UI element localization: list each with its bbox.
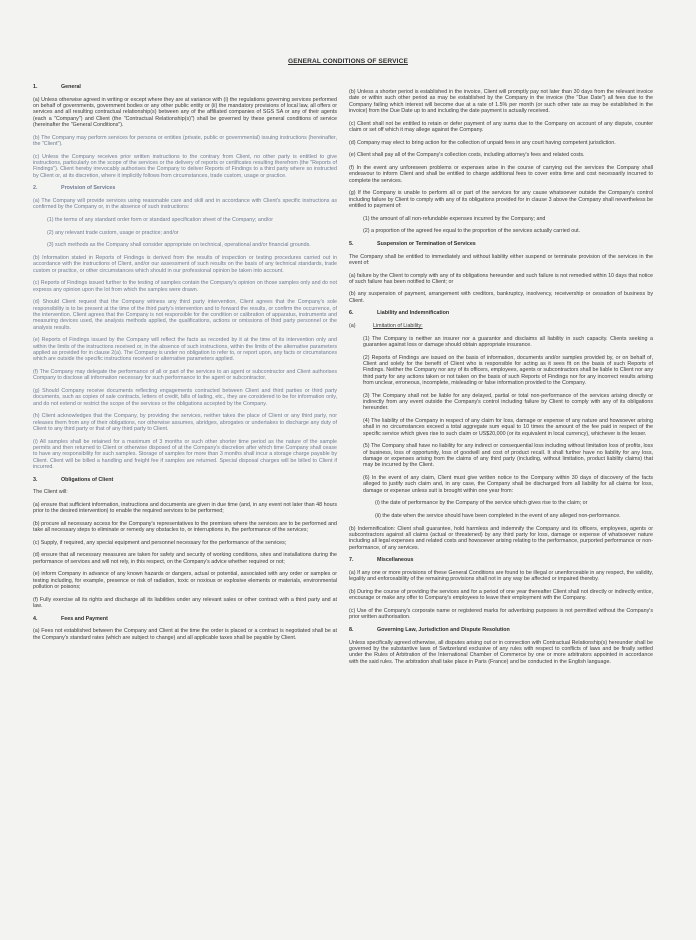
section-heading [349,627,653,633]
clause-paragraph: (b) Information stated in Reports of Findings is derived from the results of inspection or testing procedures carried out in accordance with the instructions of Client, and/or our assessment of such results on the basis of any technical standards, trade custom or practice, or other circumstances which should in our professional opinion be taken into account. [33,254,337,274]
left-column [33,84,337,647]
clause-paragraph: (1) the terms of any standard order form or standard specification sheet of the Company; and/or [47,216,274,223]
section-number: 2. [33,185,38,192]
clause-paragraph: Unless specifically agreed otherwise, all disputes arising out or in connection with Contractual Relationship(s) hereunder shall be governed by the substantive laws of Switzerland exclusive of any rules with respect to conflicts of laws and be finally settled under the Rules of Arbitration of the International Chamber of Commerce by one or more arbitrators appointed in accordance with the said rules. The arbitration shall take place in Paris (France) and be conducted in the English language. [349,639,653,665]
clause-paragraph: (d) ensure that all necessary measures are taken for safety and security of working conditions, sites and installations during the performance of services and will not rely, in this respect, on the Company's advice whether required or not; [33,552,337,565]
clause-paragraph: (1) The Company is neither an insurer nor a guarantor and disclaims all liability in such capacity. Clients seeking a guarantee against loss or damage should obtain appropriate insurance. [363,335,653,349]
section-title: Miscellaneous [377,557,414,564]
clause-paragraph: (i) the date of performance by the Company of the service which gives rise to the claim; or [375,500,588,507]
clause-paragraph: (c) Use of the Company's corporate name or registered marks for advertising purposes is not permitted without the Company's prior written authorisation. [349,607,653,621]
section-title: Suspension or Termination of Services [377,240,476,247]
clause-paragraph: The Client will: [33,489,68,496]
clause-paragraph: (a) failure by the Client to comply with any of its obligations hereunder and such failure is not remedied within 10 days that notice of such failure has been notified to Client; or [349,272,653,285]
clause-paragraph: (h) Client acknowledges that the Company, by providing the services, neither takes the place of Client or any third party, nor releases them from any of their obligations, nor otherwise assumes, abridges, abrogates or undertakes to discharge any duty of Client to any third party or that of any third party to Client. [33,413,337,432]
section-heading [349,557,653,563]
clause-paragraph: (a) ensure that sufficient information, instructions and documents are given in due time (and, in any event not later than 48 hours prior to the desired intervention) to enable the required services to be performed; [33,501,337,515]
clause-paragraph: (a) If any one or more provisions of these General Conditions are found to be illegal or unenforceable in any respect, the validity, legality and enforceability of the remaining provisions shall not in any way be affected or impaired thereby. [349,570,653,583]
clause-paragraph: (ii) the date when the service should have been completed in the event of any alleged non-performance. [375,513,621,520]
section-title: Obligations of Client [61,476,114,483]
clause-paragraph: (a) The Company will provide services using reasonable care and skill and in accordance with Client's specific instructions as confirmed by the Company or, in the absence of such instructions: [33,197,337,211]
clause-paragraph: (2) a proportion of the agreed fee equal to the proportion of the services actually carried out. [363,228,581,235]
clause-paragraph: (4) The liability of the Company in respect of any claim for loss, damage or expense of any nature and howsoever arising shall in no circumstances exceed a total aggregate sum equal to 10 times the amount of the fee paid in respect of the specific service which gives rise to such claim or US$20,000 (or its equivalent in local currency), whichever is the lesser. [363,418,653,437]
clause-paragraph: (f) The Company may delegate the performance of all or part of the services to an agent or subcontractor and Client authorises Company to disclose all information necessary for such performance to the agent or subcontractor. [33,368,337,382]
section-heading [33,185,337,191]
section-number: 4. [33,615,38,622]
section-title: Liability and Indemnification [377,310,450,317]
section-title: Fees and Payment [61,615,108,622]
section-title: Governing Law, Jurisdiction and Dispute Resolution [377,626,510,633]
clause-paragraph: (d) Should Client request that the Company witness any third party intervention, Client agrees that the Company's sole responsibility is to be present at the time of the third party's intervention and to forward the results, or confirm the occurrence, of the intervention. Client agrees that the Company is not responsible for the condition or calibration of apparatus, instruments and measuring devices used, the analysis methods applied, the qualifications, actions or omissions of third party personnel or the analysis results. [33,299,337,331]
clause-paragraph: (1) the amount of all non-refundable expenses incurred by the Company; and [363,215,546,222]
clause-paragraph: (b) procure all necessary access for the Company's representatives to the premises where the services are to be performed and take all necessary steps to eliminate or remedy any obstacles to, or interruptions in, the performance of the services; [33,520,337,534]
clause-paragraph: (5) The Company shall have no liability for any indirect or consequential loss including without limitation loss of profits, loss of business, loss of opportunity, loss of goodwill and cost of product recall. It shall further have no liability for any loss, damage or expenses arising from the claims of any third party (including, without limitation, product liability claims) that may be incurred by the Client. [363,443,653,469]
section-number: 5. [349,240,354,247]
clause-paragraph: (a) Unless otherwise agreed in writing or except where they are at variance with (i) the regulations governing services performed on behalf of governments, government bodies or any other public entity or (ii) the mandatory provisions of local law, all offers or services and all resulting contractual relationship(s) between any of the affiliated companies of SGS SA or any of their agents (each a "Company") and Client (the "Contractual Relationship(s)") shall be governed by these general conditions of service (hereinafter the "General Conditions"). [33,96,337,129]
section-number: 8. [349,626,354,633]
clause-paragraph: (d) Company may elect to bring action for the collection of unpaid fees in any court having competent jurisdiction. [349,139,616,146]
subsection-title: Limitation of Liability: [373,323,423,330]
section-number: 7. [349,557,354,564]
section-heading [33,616,337,622]
clause-paragraph: (2) Reports of Findings are issued on the basis of information, documents and/or samples provided by, or on behalf of, Client and solely for the benefit of Client who is responsible for acting as it sees fit on the basis of such Reports of Findings. Neither the Company nor any of its officers, employees, agents or subcontractors shall be liable to Client nor any third party for any actions taken or not taken on the basis of such Reports of Findings nor for any incorrect results arising from unclear, erroneous, incomplete, misleading or false information provided to the Company. [363,354,653,387]
section-heading [349,241,653,247]
clause-paragraph: (e) Client shall pay all of the Company's collection costs, including attorney's fees and related costs. [349,152,585,159]
clause-paragraph: (e) Reports of Findings issued by the Company will reflect the facts as recorded by it at the time of its intervention only and within the limits of the instructions received or, in the absence of such instructions, within the limits of the alternative parameters applied as provided for in clause 2(a). The Company is under no obligation to refer to, or report upon, any facts or circumstances which are outside the specific instructions received or alternative parameters applied. [33,337,337,363]
section-heading [349,310,653,316]
clause-paragraph: The Company shall be entitled to immediately and without liability either suspend or terminate provision of the services in the event of: [349,253,653,266]
clause-paragraph: (i) All samples shall be retained for a maximum of 3 months or such other shorter time period as the nature of the sample permits and then returned to Client or otherwise disposed of at the Company's discretion after which time Company shall cease to have any responsibility for such samples. Storage of samples for more than 3 months shall incur a storage charge payable by Client. Client will be billed a handling and freight fee if samples are returned. Special disposal charges will be billed to Client if incurred. [33,438,337,470]
clause-paragraph: (f) In the event any unforeseen problems or expenses arise in the course of carrying out the services the Company shall endeavour to inform Client and shall be entitled to charge additional fees to cover extra time and cost necessarily incurred to complete the services. [349,164,653,184]
clause-paragraph: (c) Supply, if required, any special equipment and personnel necessary for the performance of the services; [33,539,287,546]
section-number: 3. [33,476,38,483]
clause-paragraph: (3) such methods as the Company shall consider appropriate on technical, operational and/or financial grounds. [47,242,311,249]
section-heading [33,477,337,483]
section-heading [33,84,337,90]
clause-paragraph: (2) any relevant trade custom, usage or practice; and/or [47,229,179,236]
document-title: GENERAL CONDITIONS OF SERVICE [288,58,408,65]
clause-paragraph: (c) Reports of Findings issued further to the testing of samples contain the Company's opinion on those samples only and do not express any opinion upon the lot from which the samples were drawn. [33,280,337,293]
section-number: 1. [33,84,38,90]
clause-paragraph: (f) Fully exercise all its rights and discharge all its liabilities under any relevant sales or other contract with a third party and at law. [33,596,337,610]
clause-paragraph: (b) Unless a shorter period is established in the invoice, Client will promptly pay not later than 30 days from the relevant invoice date or within such other period as may be established by the Company in the invoice (the "Due Date") all fees due to the Company failing which interest will become due at a rate of 1.5% per month (or such other rate as may be established in the invoice) from the Due Date up to and including the date payment is actually received. [349,89,653,115]
clause-paragraph: (c) Unless the Company receives prior written instructions to the contrary from Client, no other party is entitled to give instructions, particularly on the scope of the services or the delivery of reports or certificates resulting therefrom (the "Reports of Findings"). Client hereby irrevocably authorises the Company to deliver Reports of Findings to a third party where so instructed by Client or, at its discretion, where it implicitly follows from circumstances, trade custom, usage or practice. [33,153,337,179]
section-title: General [61,84,81,90]
right-column [349,89,653,671]
clause-paragraph: (e) inform Company in advance of any known hazards or dangers, actual or potential, associated with any order or samples or testing including, for example, presence or risk of radiation, toxic or noxious or explosive elements or materials, environmental pollution or poisons; [33,571,337,591]
clause-paragraph: (b) any suspension of payment, arrangement with creditors, bankruptcy, insolvency, receivership or cessation of business by Client. [349,291,653,304]
clause-paragraph: (a) Fees not established between the Company and Client at the time the order is placed or a contract is negotiated shall be at the Company's standard rates (which are subject to change) and all applicable taxes shall be payable by Client. [33,628,337,641]
clause-paragraph: (3) The Company shall not be liable for any delayed, partial or total non-performance of the services arising directly or indirectly from any event outside the Company's control including failure by Client to comply with any of its obligations hereunder. [363,392,653,412]
subsection-heading [349,323,653,329]
clause-paragraph: (g) If the Company is unable to perform all or part of the services for any cause whatsoever outside the Company's control including failure by Client to comply with any of its obligations provided for in clause 3 above the Company shall nevertheless be entitled to payment of: [349,190,653,209]
clause-paragraph: (b) During the course of providing the services and for a period of one year thereafter Client shall not directly or indirectly entice, encourage or make any offer to Company's employees to leave their employment with the Company. [349,588,653,602]
section-number: 6. [349,310,354,317]
subsection-label: (a) [349,323,356,330]
section-title: Provision of Services [61,185,116,192]
clause-paragraph: (g) Should Company receive documents reflecting engagements contracted between Client and third parties or third party documents, such as copies of sale contracts, letters of credit, bills of lading, etc., they are considered to be for information only, and do not extend or restrict the scope of the services or the obligations accepted by the Company. [33,387,337,407]
clause-paragraph: (b) The Company may perform services for persons or entities (private, public or governmental) issuing instructions (hereinafter, the "Client"). [33,134,337,147]
clause-paragraph: (c) Client shall not be entitled to retain or defer payment of any sums due to the Company on account of any dispute, counter claim or set off which it may allege against the Company. [349,120,653,134]
clause-paragraph: (6) In the event of any claim, Client must give written notice to the Company within 30 days of discovery of the facts alleged to justify such claim and, in any case, the Company shall be discharged from all liability for all claims for loss, damage or expense unless suit is brought within one year from: [363,475,653,494]
clause-paragraph: (b) Indemnification: Client shall guarantee, hold harmless and indemnify the Company and its officers, employees, agents or subcontractors against all claims (actual or threatened) by any third party for loss, damage or expense of whatsoever nature including all legal expenses and related costs and howsoever arising relating to the performance, purported performance or non-performance, of any services. [349,525,653,551]
